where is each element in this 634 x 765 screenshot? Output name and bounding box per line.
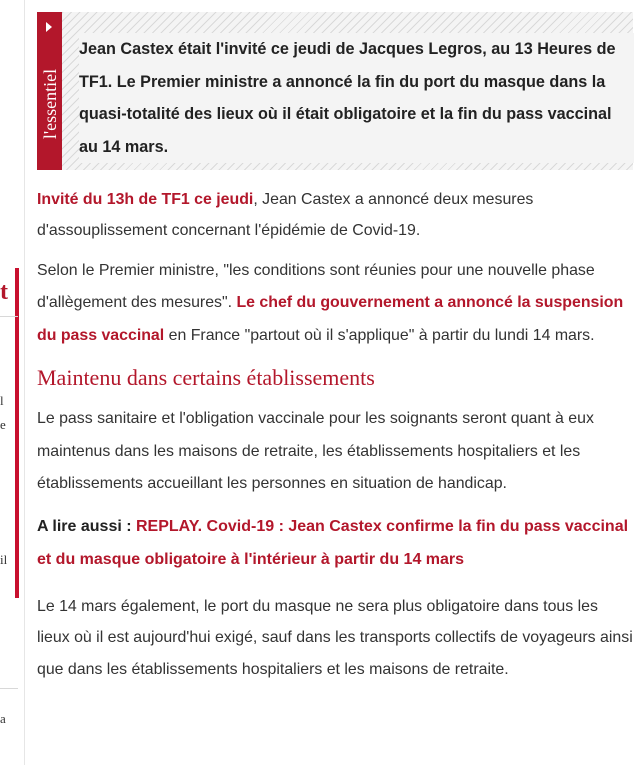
sidebar-fragment-text: e [0, 417, 6, 432]
sidebar-fragment-text: a [0, 711, 6, 726]
essentiel-box [37, 12, 633, 170]
essentiel-tab [37, 12, 62, 170]
section-heading: Maintenu dans certains établissements [37, 365, 375, 391]
arrow-right-icon [46, 22, 52, 32]
read-also-prefix: A lire aussi : [37, 518, 136, 536]
article-body [37, 185, 634, 685]
sidebar-divider [0, 688, 18, 689]
paragraph-maintenu: Le pass sanitaire et l'obligation vaccinale pour les soignants seront quant à eux maintenus dans les maisons de retraite, les établissements hospitaliers et les établissements accueillant les personnes en situation de handicap. [37, 410, 594, 493]
essentiel-tab-label: l'essentiel [40, 68, 60, 140]
paragraph-text: , Jean Castex a annoncé deux mesures d'assouplissement concernant l'épidémie de Covid-19. [37, 191, 534, 239]
sidebar-fragment-heading: t [0, 279, 8, 305]
link-replay-covid[interactable]: REPLAY. Covid-19 : Jean Castex confirme la fin du pass vaccinal et du masque obligatoire à l'intérieur à partir du 14 mars [37, 518, 629, 569]
sidebar-divider [0, 316, 18, 317]
paragraph-annonce [37, 255, 634, 352]
read-also-block [37, 511, 634, 576]
sidebar-fragment-text: l [0, 393, 4, 408]
sidebar-fragment-text: il [0, 552, 8, 567]
link-suspension-pass-vaccinal[interactable]: Le chef du gouvernement a annoncé la suspension du pass vaccinal [37, 294, 624, 344]
paragraph-text: Selon le Premier ministre, "les conditions sont réunies pour une nouvelle phase d'allègement des mesures". [37, 262, 595, 312]
paragraph-masque: Le 14 mars également, le port du masque ne sera plus obligatoire dans tous les lieux où il est aujourd'hui exigé, sauf dans les transports collectifs de voyageurs ainsi que dans les établissements hospitaliers et les maisons de retraite. [37, 597, 633, 678]
paragraph-intro [37, 184, 634, 237]
link-invite-13h-tf1[interactable]: Invité du 13h de TF1 ce jeudi [37, 191, 254, 208]
essentiel-summary: Jean Castex était l'invité ce jeudi de Jacques Legros, au 13 Heures de TF1. Le Premier ministre a annoncé la fin du port du masque dans la quasi-totalité des lieux où il était obligatoire et la fin du pass vaccinal au 14 mars. [79, 33, 634, 163]
paragraph-text: en France "partout où il s'applique" à partir du lundi 14 mars. [164, 326, 595, 344]
sidebar-edge-line [24, 0, 25, 765]
sidebar-accent-rule [15, 268, 19, 598]
